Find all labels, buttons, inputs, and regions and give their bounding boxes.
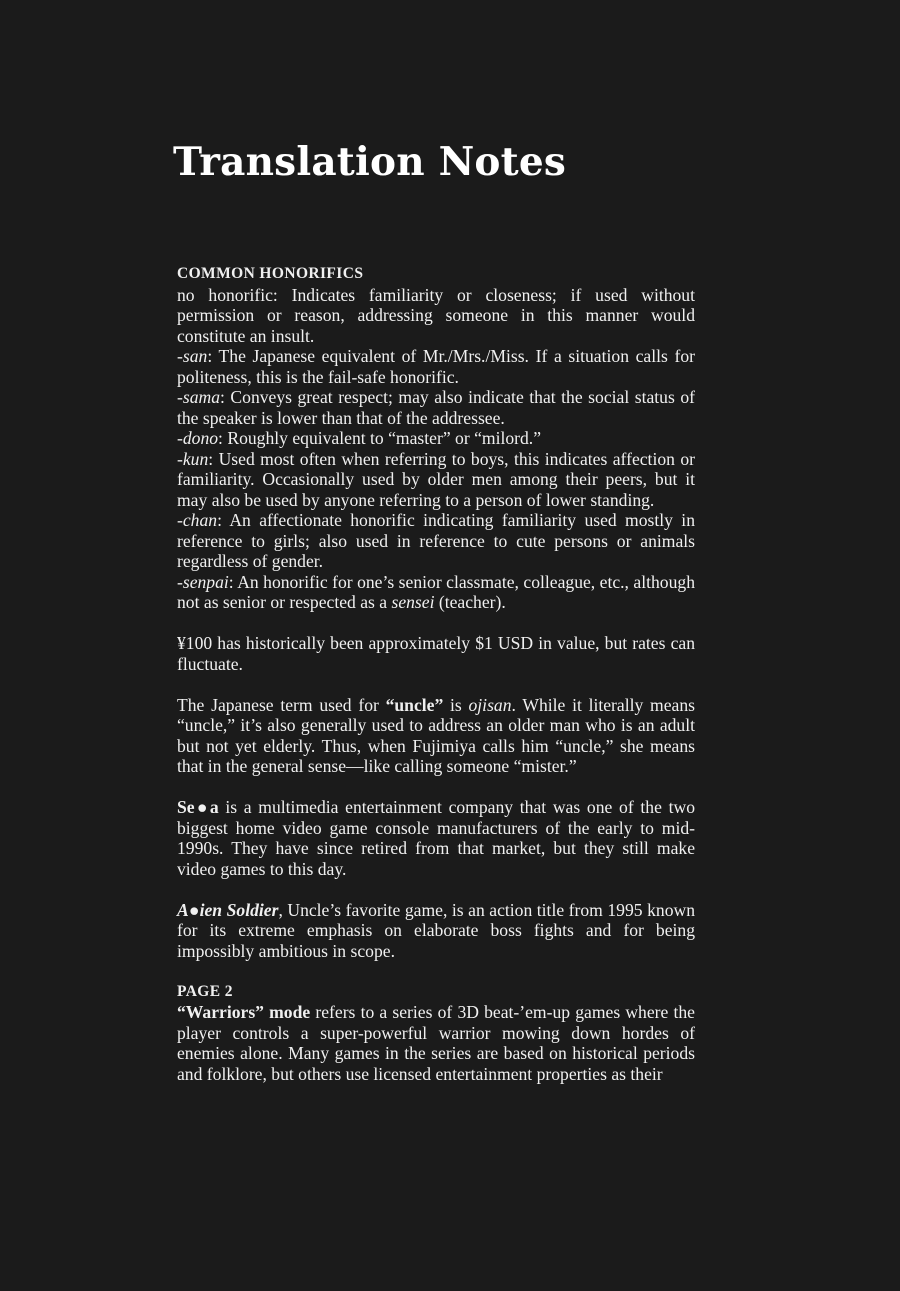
uncle-note: The Japanese term used for “uncle” is ojisan. While it literally means “uncle,” it’s also generally used to address an older man who is an adult but not yet elderly. Thus, when Fujimiya calls him “uncle,” she means that in the general sense—like calling someone “mister.” [177, 694, 695, 776]
honorific-term: -sama [177, 387, 221, 407]
honorifics-section [177, 264, 695, 613]
honorific-entry-sama: -sama: Conveys great respect; may also indicate that the social status of the speaker is lower than that of the addressee. [177, 387, 695, 428]
page-2-heading: PAGE 2 [177, 982, 233, 1000]
notes-body [177, 264, 695, 1084]
honorific-definition: Conveys great respect; may also indicate that the social status of the speaker is lower than that of the addressee. [177, 387, 695, 428]
honorific-definition: An honorific for one’s senior classmate, colleague, etc., although not as senior or respected as a [177, 571, 695, 612]
honorific-definition: Indicates familiarity or closeness; if used without permission or reason, addressing someone in this manner would constitute an insult. [177, 284, 695, 346]
sensei-term: sensei [391, 592, 435, 612]
uncle-term: “uncle” [385, 694, 444, 715]
honorific-entry-kun: -kun: Used most often when referring to boys, this indicates affection or familiarity. Occasionally used by older men among their peers, but it may also be used by anyone referring to a person of lower standing. [177, 448, 695, 510]
honorific-term: no honorific [177, 284, 273, 305]
honorific-term: -senpai [177, 571, 229, 592]
honorific-entry-none: no honorific: Indicates familiarity or closeness; if used without permission or reason, addressing someone in this manner would constitute an insult. [177, 284, 695, 346]
alien-soldier-term: A●ien Soldier [177, 899, 279, 920]
alien-soldier-note: A●ien Soldier, Uncle’s favorite game, is an action title from 1995 known for its extreme emphasis on elaborate boss fights and for being impossibly ambitious in scope. [177, 899, 695, 961]
warriors-mode-note: “Warriors” mode refers to a series of 3D beat-’em-up games where the player controls a super-powerful warrior mowing down hordes of enemies alone. Many games in the series are based on historical periods and folklore, but others use licensed entertainment properties as their [177, 1002, 695, 1084]
page-2-section [177, 982, 695, 1085]
honorific-term: -kun [177, 448, 209, 469]
honorific-entry-senpai: -senpai: An honorific for one’s senior classmate, colleague, etc., although not as senior or respected as a sensei (teacher). [177, 571, 695, 612]
honorific-definition: The Japanese equivalent of Mr./Mrs./Miss. If a situation calls for politeness, this is the fail-safe honorific. [177, 346, 696, 387]
honorific-definition: Roughly equivalent to “master” or “milord.” [227, 428, 542, 448]
yen-note: ¥100 has historically been approximately $1 USD in value, but rates can fluctuate. [177, 633, 695, 674]
honorifics-heading: COMMON HONORIFICS [177, 265, 364, 282]
page-title: Translation Notes [173, 139, 567, 185]
honorific-entry-san: -san: The Japanese equivalent of Mr./Mrs./Miss. If a situation calls for politeness, this is the fail-safe honorific. [177, 346, 696, 387]
sega-term: Se●a [177, 797, 219, 817]
ojisan-term: ojisan [468, 694, 512, 715]
honorific-entry-dono: -dono: Roughly equivalent to “master” or “milord.” [177, 428, 542, 448]
honorific-definition: An affectionate honorific indicating familiarity used mostly in reference to girls; also used in reference to cute persons or animals regardless of gender. [177, 510, 695, 571]
warriors-mode-term: “Warriors” mode [177, 1002, 311, 1022]
honorific-term: -chan [177, 510, 218, 530]
honorific-entry-chan: -chan: An affectionate honorific indicating familiarity used mostly in reference to girls; also used in reference to cute persons or animals regardless of gender. [177, 510, 695, 571]
honorific-term: -san [177, 346, 208, 366]
honorific-term: -dono [177, 428, 219, 448]
honorific-definition: Used most often when referring to boys, this indicates affection or familiarity. Occasionally used by older men among their peers, but it may also be used by anyone referring to a person of lower standing. [177, 448, 695, 510]
sega-note: Se●a is a multimedia entertainment company that was one of the two biggest home video game console manufacturers of the early to mid-1990s. They have since retired from that market, but they still make video games to this day. [177, 797, 695, 879]
